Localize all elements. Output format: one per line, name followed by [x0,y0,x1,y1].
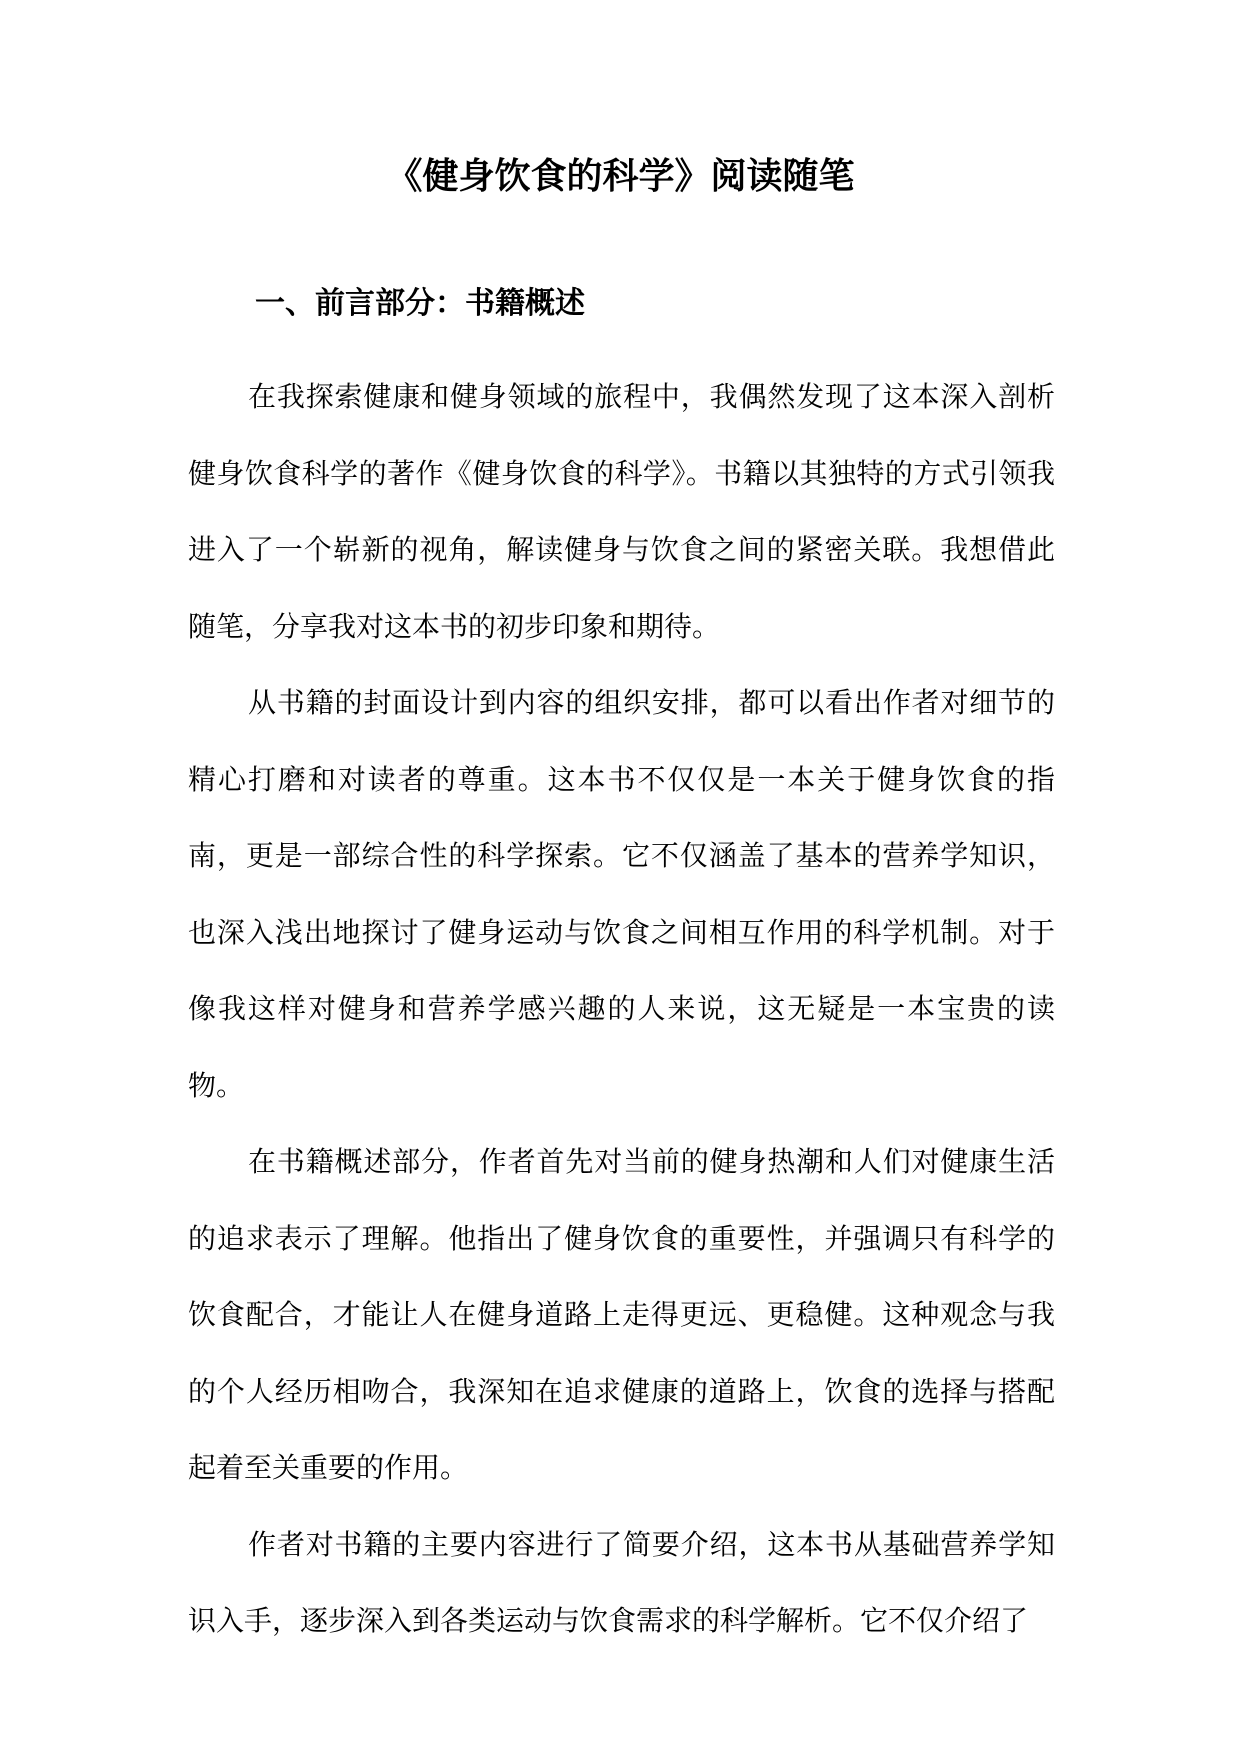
paragraph-4: 作者对书籍的主要内容进行了简要介绍，这本书从基础营养学知识入手，逐步深入到各类运动与饮食需求的科学解析。它不仅介绍了 [188,1527,1055,1637]
section-heading: 一、前言部分：书籍概述 [255,286,585,321]
body-text [188,359,1055,1660]
paragraph-1: 在我探索健康和健身领域的旅程中，我偶然发现了这本深入剖析健身饮食科学的著作《健身饮食的科学》。书籍以其独特的方式引领我进入了一个崭新的视角，解读健身与饮食之间的紧密关联。我想借此随笔，分享我对这本书的初步印象和期待。 [188,380,1055,643]
document-title: 《健身饮食的科学》阅读随笔 [386,156,855,197]
paragraph-2: 从书籍的封面设计到内容的组织安排，都可以看出作者对细节的精心打磨和对读者的尊重。这本书不仅仅是一本关于健身饮食的指南，更是一部综合性的科学探索。它不仅涵盖了基本的营养学知识，也深入浅出地探讨了健身运动与饮食之间相互作用的科学机制。对于像我这样对健身和营养学感兴趣的人来说，这无疑是一本宝贵的读物。 [188,686,1055,1102]
paragraph-3: 在书籍概述部分，作者首先对当前的健身热潮和人们对健康生活的追求表示了理解。他指出了健身饮食的重要性，并强调只有科学的饮食配合，才能让人在健身道路上走得更远、更稳健。这种观念与我的个人经历相吻合，我深知在追求健康的道路上，饮食的选择与搭配起着至关重要的作用。 [188,1145,1055,1484]
